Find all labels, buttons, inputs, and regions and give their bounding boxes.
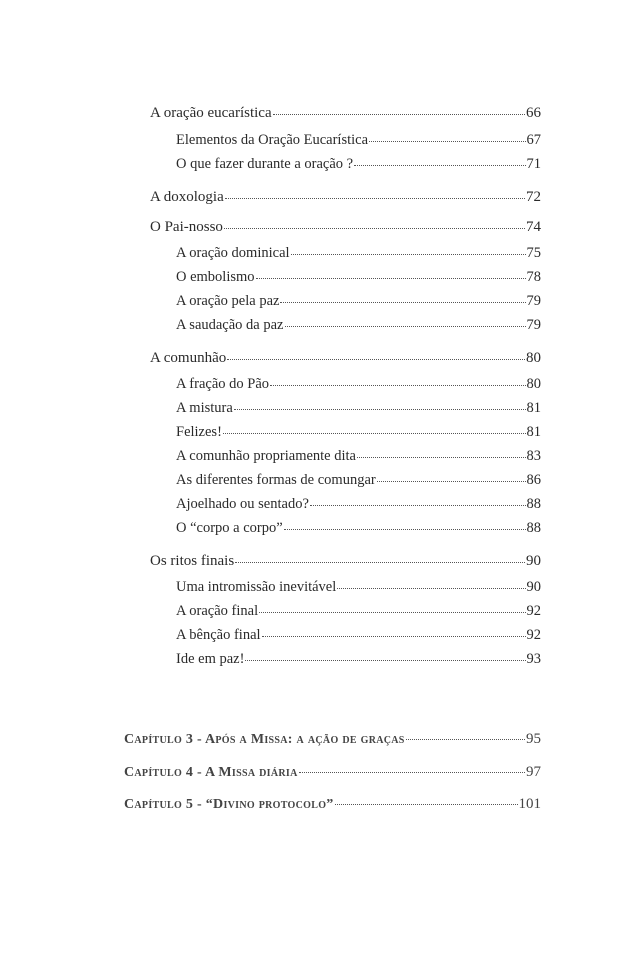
toc-subentry-page: 71 [526, 156, 541, 172]
dot-leader [310, 505, 526, 506]
toc-subentry[interactable] [176, 244, 541, 262]
toc-subentry-page: 83 [526, 448, 541, 464]
toc-subentry-label: A oração pela paz [176, 293, 280, 309]
toc-chapter[interactable] [124, 764, 541, 781]
toc-subentry[interactable] [176, 131, 541, 149]
dot-leader [234, 409, 526, 410]
toc-subentry-label: A comunhão propriamente dita [176, 448, 356, 464]
toc-subentry-page: 78 [526, 269, 541, 285]
toc-subentry-page: 90 [526, 579, 541, 595]
toc-entry[interactable] [150, 188, 541, 206]
toc-entry-label: Os ritos finais [150, 553, 235, 569]
toc-chapter-label: Capítulo 3 - Após a Missa: a ação de graças [124, 732, 405, 747]
toc-subentry-label: Felizes! [176, 424, 222, 440]
toc-entry[interactable] [150, 104, 541, 122]
dot-leader [335, 804, 518, 805]
toc-subentry[interactable] [176, 519, 541, 537]
toc-subentry-label: A saudação da paz [176, 317, 284, 333]
toc-subentry[interactable] [176, 268, 541, 286]
dot-leader [406, 739, 525, 740]
dot-leader [377, 481, 526, 482]
toc-subentry-label: A bênção final [176, 627, 261, 643]
dot-leader [256, 278, 526, 279]
dot-leader [224, 228, 525, 229]
toc-subentry-page: 93 [526, 651, 541, 667]
toc-chapter-page: 101 [518, 796, 541, 812]
toc-subentry-label: As diferentes formas de comungar [176, 472, 376, 488]
toc-entry-page: 74 [526, 219, 541, 235]
toc-subentry[interactable] [176, 423, 541, 441]
toc-subentry[interactable] [176, 650, 541, 668]
toc-entry-page: 90 [526, 553, 541, 569]
toc-entry-label: A oração eucarística [150, 105, 272, 121]
toc-subentry-page: 86 [526, 472, 541, 488]
toc-subentry-page: 92 [526, 627, 541, 643]
dot-leader [262, 636, 526, 637]
toc-entry-label: O Pai-nosso [150, 219, 223, 235]
toc-subentry-page: 88 [526, 496, 541, 512]
dot-leader [285, 326, 526, 327]
toc-subentry[interactable] [176, 602, 541, 620]
toc-subentry-label: O “corpo a corpo” [176, 520, 283, 536]
toc-subentry[interactable] [176, 292, 541, 310]
toc-subentry[interactable] [176, 316, 541, 334]
toc-subentry[interactable] [176, 495, 541, 513]
toc-chapter[interactable] [124, 796, 541, 813]
toc-entry[interactable] [150, 218, 541, 236]
toc-subentry-page: 79 [526, 293, 541, 309]
toc-subentry-page: 80 [526, 376, 541, 392]
toc-subentry-label: Ide em paz! [176, 651, 245, 667]
toc-chapter-page: 97 [526, 764, 541, 780]
toc-subentry-label: O embolismo [176, 269, 255, 285]
dot-leader [284, 529, 526, 530]
toc-chapter-label: Capítulo 5 - “Divino protocolo” [124, 797, 334, 812]
dot-leader [227, 359, 525, 360]
toc-subentry[interactable] [176, 447, 541, 465]
toc-entry[interactable] [150, 552, 541, 570]
dot-leader [357, 457, 526, 458]
dot-leader [299, 772, 525, 773]
toc-subentry[interactable] [176, 155, 541, 173]
toc-subentry-label: Uma intromissão inevitável [176, 579, 337, 595]
dot-leader [354, 165, 525, 166]
toc-subentry-label: A oração dominical [176, 245, 290, 261]
toc-subentry-label: Elementos da Oração Eucarística [176, 132, 369, 148]
dot-leader [337, 588, 525, 589]
dot-leader [280, 302, 525, 303]
toc-subentry-label: A fração do Pão [176, 376, 270, 392]
toc-subentry[interactable] [176, 471, 541, 489]
toc-subentry-page: 81 [526, 400, 541, 416]
dot-leader [270, 385, 525, 386]
toc-subentry-page: 75 [526, 245, 541, 261]
toc-subentry-label: Ajoelhado ou sentado? [176, 496, 309, 512]
toc-subentry-page: 81 [526, 424, 541, 440]
toc-subentry-label: A mistura [176, 400, 233, 416]
toc-chapter-label: Capítulo 4 - A Missa diária [124, 765, 298, 780]
dot-leader [235, 562, 525, 563]
toc-entry-page: 72 [526, 189, 541, 205]
dot-leader [259, 612, 525, 613]
toc-subentry[interactable] [176, 626, 541, 644]
toc-subentry-label: O que fazer durante a oração ? [176, 156, 354, 172]
toc-subentry[interactable] [176, 578, 541, 596]
toc-subentry-page: 88 [526, 520, 541, 536]
dot-leader [273, 114, 525, 115]
toc-subentry[interactable] [176, 375, 541, 393]
toc-subentry-label: A oração final [176, 603, 259, 619]
toc-subentry-page: 92 [526, 603, 541, 619]
toc-entry-label: A comunhão [150, 350, 227, 366]
toc-entry-page: 80 [526, 350, 541, 366]
toc-entry[interactable] [150, 349, 541, 367]
dot-leader [369, 141, 525, 142]
toc-subentry-page: 79 [526, 317, 541, 333]
dot-leader [225, 198, 525, 199]
toc-entry-label: A doxologia [150, 189, 224, 205]
toc-subentry[interactable] [176, 399, 541, 417]
dot-leader [223, 433, 526, 434]
dot-leader [291, 254, 526, 255]
toc-entry-page: 66 [526, 105, 541, 121]
toc-chapter-page: 95 [526, 731, 541, 747]
toc-chapter[interactable] [124, 731, 541, 748]
dot-leader [245, 660, 525, 661]
toc-subentry-page: 67 [526, 132, 541, 148]
